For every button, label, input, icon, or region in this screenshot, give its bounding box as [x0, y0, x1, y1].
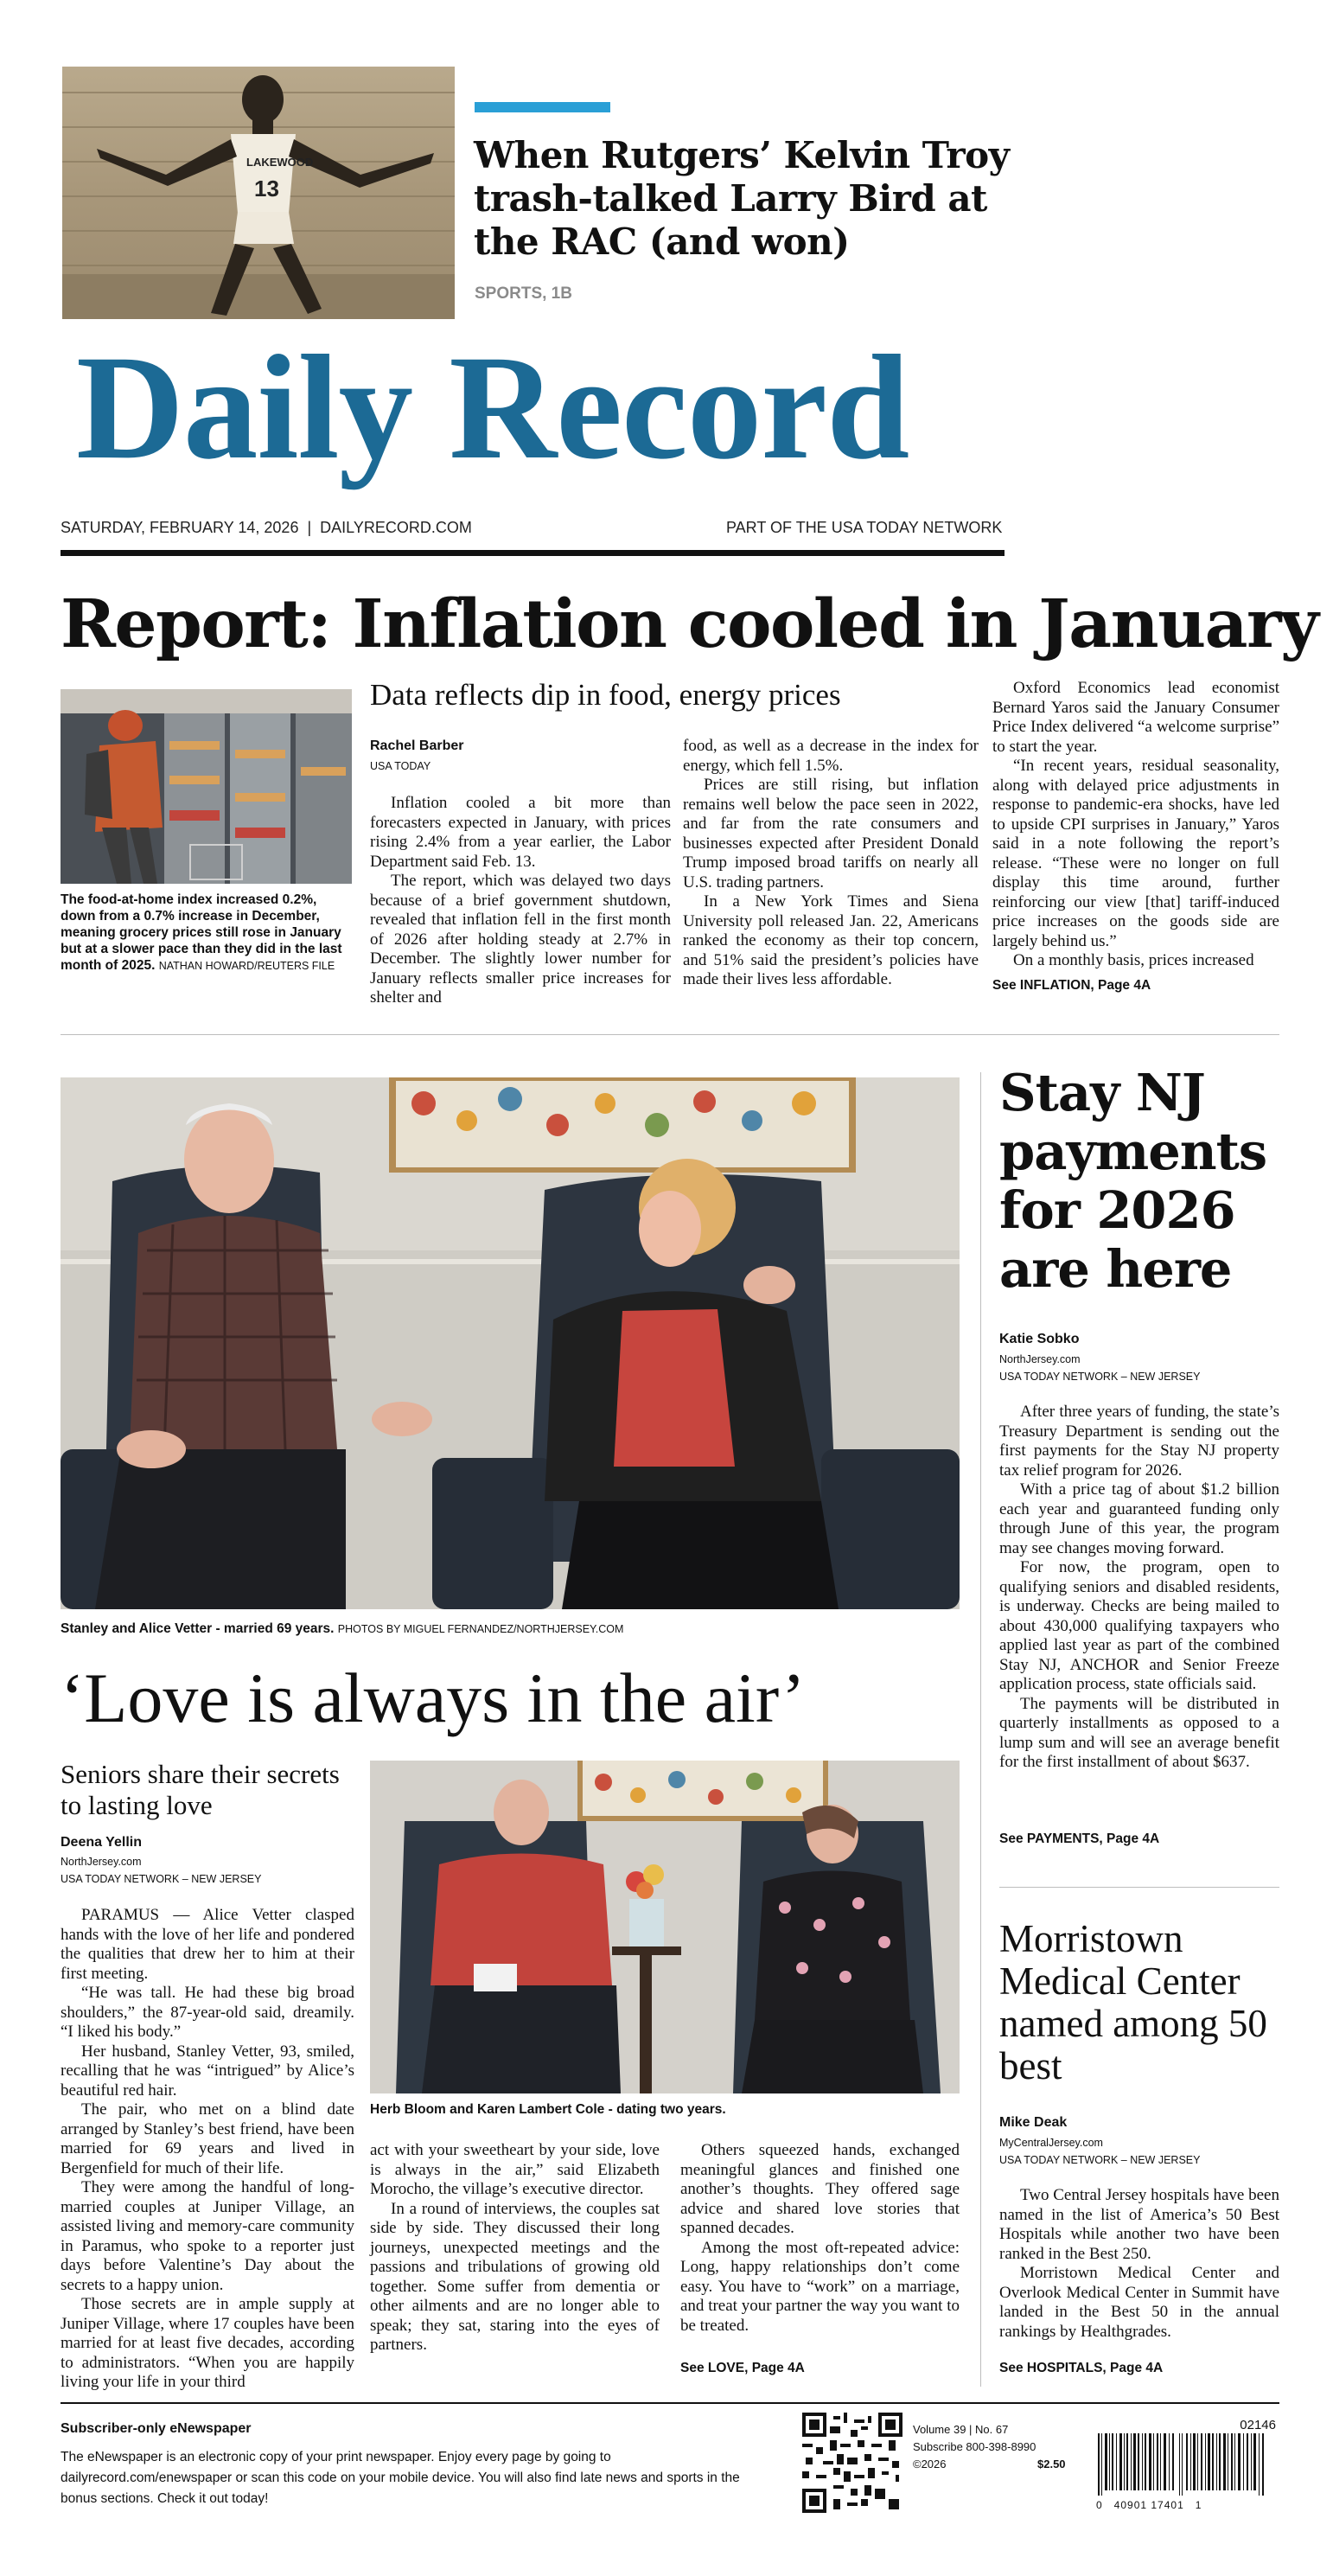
lead-col3	[992, 679, 1279, 971]
barcode	[1096, 2418, 1279, 2511]
love-col1-p2: “He was tall. He had these big broad shoulders,” the 87-year-old said, dreamily. “I liked his body.”	[61, 1984, 354, 2041]
staynj-body	[999, 1403, 1279, 1773]
lead-byline-outlet: USA TODAY	[370, 760, 431, 772]
enews-title[interactable]: Subscriber-only eNewspaper	[61, 2421, 252, 2436]
love-col1-p5: They were among the handful of long-married couples at Juniper Village, an assisted living and memory-care community in Paramus, who spoke to a reporter just days before Valentine’s Day about the secrets to a happy union.	[61, 2178, 354, 2294]
volume-info: Volume 39 | No. 67	[913, 2423, 1009, 2436]
love-main-photo[interactable]	[61, 1077, 960, 1609]
love-col1-p3: Her husband, Stanley Vetter, 93, smiled, recalling that he was “intrigued” by Alice’s beautiful red hair.	[61, 2042, 354, 2100]
dateline: SATURDAY, FEBRUARY 14, 2026 | DAILYRECORD.COM	[61, 519, 472, 536]
lead-caption-credit: NATHAN HOWARD/REUTERS FILE	[158, 960, 335, 972]
staynj-byline-site: NorthJersey.com	[999, 1353, 1081, 1365]
love-col2	[370, 2141, 660, 2355]
barcode-digits: 0 40901 17401 1	[1096, 2499, 1202, 2511]
right-column-divider	[999, 1887, 1279, 1888]
staynj-p4: The payments will be distributed in quarterly installments as opposed to a lump sum and will see an average benefit for the first installment of about $637.	[999, 1694, 1279, 1771]
love-main-caption	[61, 1620, 960, 1638]
lead-col2-p2: Prices are still rising, but inflation remains well below the pace seen in 2022, and far from the rate consumers and businesses expected after President Donald Trump imposed broad tariffs on nearly all U.S. trading partners.	[683, 776, 979, 892]
staynj-jump-link[interactable]: See PAYMENTS, Page 4A	[999, 1831, 1160, 1846]
love-main-caption-credit: PHOTOS BY MIGUEL FERNANDEZ/NORTHJERSEY.COM	[337, 1623, 624, 1635]
lead-col3-p3: On a monthly basis, prices increased	[1013, 951, 1254, 969]
lead-col1-p2: The report, which was delayed two days because of a brief government shutdown, revealed that inflation fell in the first month of 2026 after holding steady at 2.7% in December. The slightly lower number for January reflects smaller price increases for shelter and	[370, 872, 671, 1007]
jersey-number: 13	[254, 176, 279, 201]
teaser-headline[interactable]: When Rutgers’ Kelvin Troy trash-talked Larry Bird at the RAC (and won)	[474, 134, 1010, 263]
love-col2-p2: In a round of interviews, the couples sat side by side. They discussed their long journeys, unexpected meetings and the passions and tribulations of growing old together. Some suffer from dementia or other ailments and are no longer able to speak; they sat, staring into the eyes of partners.	[370, 2199, 660, 2354]
hospital-byline-name: Mike Deak	[999, 2115, 1068, 2130]
staynj-p2: With a price tag of about $1.2 billion each year and guaranteed funding only through June of this year, the program may see changes moving forward.	[999, 1480, 1279, 1557]
love-subhead[interactable]: Seniors share their secrets to lasting love	[61, 1759, 340, 1820]
network-label: PART OF THE USA TODAY NETWORK	[726, 519, 1003, 536]
love-second-caption: Herb Bloom and Karen Lambert Cole - dating two years.	[370, 2102, 726, 2117]
hospital-p1: Two Central Jersey hospitals have been named in the list of America’s 50 Best Hospitals while another two have been ranked in the Best 250.	[999, 2186, 1279, 2263]
love-col1-p6: Those secrets are in ample supply at Juniper Village, where 17 couples have been married for at least five decades, according to administrators. “When you are happily living your life in your third	[61, 2295, 354, 2391]
lead-headline[interactable]: Report: Inflation cooled in January	[61, 585, 1318, 663]
price: $2.50	[1037, 2458, 1066, 2471]
footer-rule	[61, 2402, 1279, 2404]
lead-photo[interactable]	[61, 689, 352, 884]
hospital-byline-site: MyCentralJersey.com	[999, 2137, 1103, 2149]
teaser-photo[interactable]	[62, 67, 455, 319]
love-second-photo[interactable]	[370, 1761, 960, 2093]
love-main-caption-text: Stanley and Alice Vetter - married 69 years.	[61, 1621, 335, 1636]
love-col1	[61, 1906, 354, 2393]
lead-subhead[interactable]: Data reflects dip in food, energy prices	[370, 678, 841, 712]
staynj-p3: For now, the program, open to qualifying seniors and disabled residents, is underway. Checks are being mailed to about 430,000 qualifying taxpayers who applied last year as part of the combined Stay NJ, ANCHOR and Senior Freeze application process, state officials said.	[999, 1558, 1279, 1693]
lead-col2	[683, 737, 979, 990]
love-col3-p1: Others squeezed hands, exchanged meaningful glances and finished one another’s thoughts. They offered sage advice and shared love stories that spanned decades.	[680, 2141, 960, 2237]
lead-col3-p2: “In recent years, residual seasonality, along with delayed price adjustments in response to pandemic-era shocks, have led to upside CPI surprises in January,” Yaros said in a note following the report’s release. “These were no longer on full display this time around, further reinforcing our view [that] tariff-induced price increases on the goods side are largely behind us.”	[992, 757, 1279, 950]
love-headline[interactable]: ‘Love is always in the air’	[61, 1659, 806, 1737]
barcode-icon	[1096, 2433, 1279, 2506]
love-col3-p2: Among the most oft-repeated advice: Long, happy relationships don’t come easy. You have to “work” on a marriage, and treat your partner the way you want to be treated.	[680, 2238, 960, 2335]
right-column-rule	[980, 1072, 981, 2387]
love-byline-name: Deena Yellin	[61, 1835, 142, 1850]
subscribe-phone[interactable]: Subscribe 800-398-8990	[913, 2440, 1036, 2453]
masthead-rule	[61, 550, 1005, 556]
qr-code[interactable]	[802, 2413, 902, 2513]
second-couple-photo-art	[370, 1761, 960, 2093]
teaser-photo-art	[62, 67, 455, 319]
love-byline-network: USA TODAY NETWORK – NEW JERSEY	[61, 1873, 262, 1885]
lead-col1-p1: Inflation cooled a bit more than forecasters expected in January, with prices rising 2.4% from a year earlier, the Labor Department said Feb. 13.	[370, 794, 671, 871]
copyright: ©2026	[913, 2458, 947, 2471]
lead-col3-p1: Oxford Economics lead economist Bernard Yaros said the January Consumer Price Index delivered “a welcome surprise” to start the year.	[992, 679, 1279, 756]
jersey-text: LAKEWOOD	[246, 156, 314, 169]
lead-col2-p1: food, as well as a decrease in the index for energy, which fell 1.5%.	[683, 737, 979, 775]
staynj-p1: After three years of funding, the state’s Treasury Department is sending out the first payments for the Stay NJ property tax relief program for 2026.	[999, 1403, 1279, 1480]
hospital-headline[interactable]: Morristown Medical Center named among 50 best	[999, 1917, 1267, 2087]
couple-photo-art	[61, 1077, 960, 1609]
hospital-p2: Morristown Medical Center and Overlook Medical Center in Summit have landed in the Best 50 in the annual rankings by Healthgrades.	[999, 2264, 1279, 2341]
masthead-title[interactable]: Daily Record	[76, 325, 909, 490]
teaser-section[interactable]: SPORTS, 1B	[475, 284, 572, 303]
lead-col1	[370, 794, 671, 1008]
love-jump-link[interactable]: See LOVE, Page 4A	[680, 2361, 805, 2375]
section-divider	[61, 1034, 1279, 1035]
staynj-headline[interactable]: Stay NJ payments for 2026 are here	[999, 1063, 1267, 1299]
lead-jump-link[interactable]: See INFLATION, Page 4A	[992, 978, 1151, 993]
staynj-byline-network: USA TODAY NETWORK – NEW JERSEY	[999, 1371, 1201, 1383]
love-byline-site: NorthJersey.com	[61, 1856, 142, 1868]
hospital-byline-network: USA TODAY NETWORK – NEW JERSEY	[999, 2154, 1201, 2166]
lead-caption-text: The food-at-home index increased 0.2%, down from a 0.7% increase in December, meaning grocery prices still rose in January but at a slower pace than they did in the last month of 2025.	[61, 892, 342, 973]
love-col2-p1: act with your sweetheart by your side, love is always in the air,” said Elizabeth Morocho, the village’s executive director.	[370, 2141, 660, 2198]
staynj-byline-name: Katie Sobko	[999, 1332, 1080, 1346]
love-col1-p4: The pair, who met on a blind date arranged by Stanley’s best friend, have been married for 69 years and lived in Bergenfield for much of their life.	[61, 2100, 354, 2177]
hospital-body	[999, 2186, 1279, 2342]
hospital-jump-link[interactable]: See HOSPITALS, Page 4A	[999, 2361, 1164, 2375]
teaser-accent-bar	[475, 102, 610, 112]
love-col3	[680, 2141, 960, 2336]
qr-code-icon	[802, 2413, 902, 2513]
grocery-photo-art	[61, 689, 352, 884]
lead-photo-caption	[61, 892, 354, 975]
love-col1-p1: PARAMUS — Alice Vetter clasped hands with the love of her life and pondered the qualities that drew her to him at their first meeting.	[61, 1906, 354, 1983]
lead-byline-name: Rachel Barber	[370, 738, 464, 753]
lead-col2-p3: In a New York Times and Siena University poll released Jan. 22, Americans ranked the economy as their top concern, and 51% said the president’s policies have made their lives less affordable.	[683, 892, 979, 988]
enews-text: The eNewspaper is an electronic copy of your print newspaper. Enjoy every page by going to dailyrecord.com/enewspaper or scan this code on your mobile device. You will also find late news and sports in the bonus sections. Check it out today!	[61, 2450, 740, 2506]
barcode-top-number: 02146	[1240, 2418, 1276, 2432]
